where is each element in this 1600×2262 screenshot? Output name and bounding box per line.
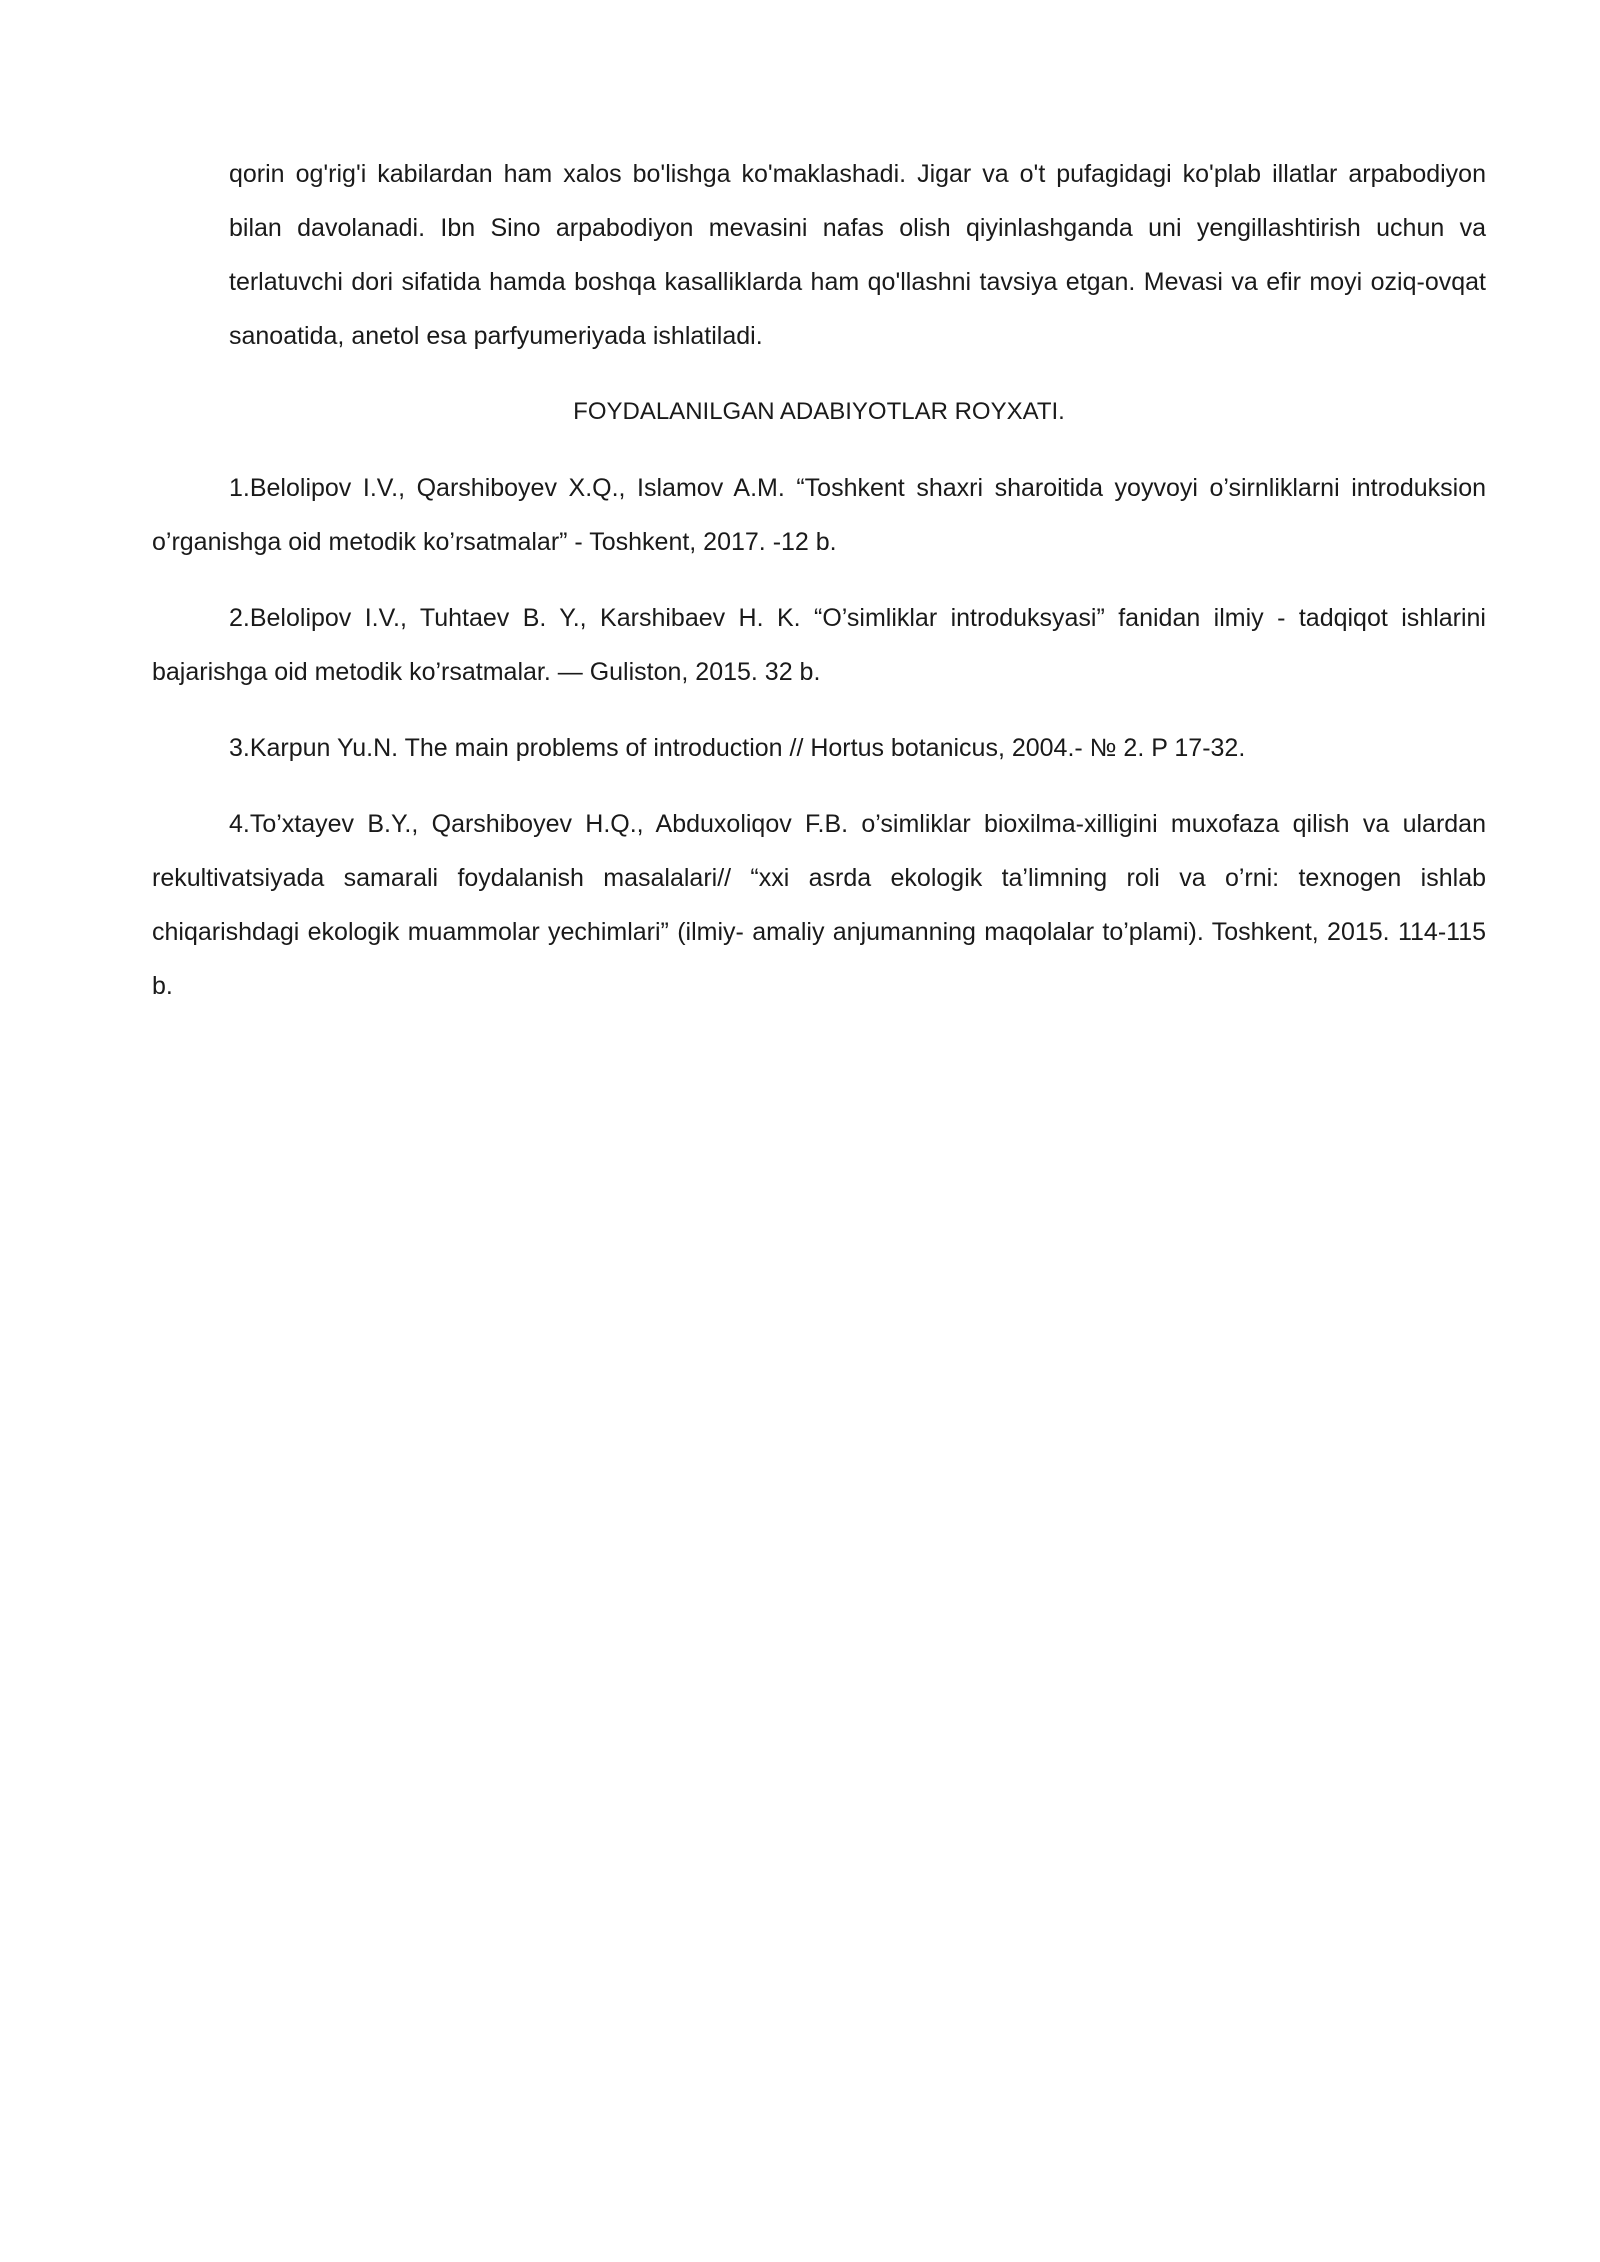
reference-item: 3.Karpun Yu.N. The main problems of introduction // Hortus botanicus, 2004.- № 2. P 17-32. <box>229 734 1246 762</box>
reference-item: 2.Belolipov I.V., Tuhtaev B. Y., Karshibaev H. K. “O’simliklar introduksyasi” fanidan ilmiy - tadqiqot ishlarini bajarishga oid metodik ko’rsatmalar. — Guliston, 2015. 32 b. <box>152 604 1486 686</box>
reference-item: 1.Belolipov I.V., Qarshiboyev X.Q., Islamov A.M. “Toshkent shaxri sharoitida yoyvoyi o’sirnliklarni introduksion o’rganishga oid metodik ko’rsatmalar” - Toshkent, 2017. -12 b. <box>152 474 1486 556</box>
page-content <box>152 147 1486 1035</box>
references-heading: FOYDALANILGAN ADABIYOTLAR ROYXATI. <box>573 398 1065 425</box>
intro-paragraph: qorin og'rig'i kabilardan ham xalos bo'lishga ko'maklashadi. Jigar va o't pufagidagi ko'plab illatlar arpabodiyon bilan davolanadi. Ibn Sino arpabodiyon mevasini nafas olish qiyinlashganda uni yengillashtirish uchun va terlatuvchi dori sifatida hamda boshqa kasalliklarda ham qo'llashni tavsiya etgan. Mevasi va efir moyi oziq-ovqat sanoatida, anetol esa parfyumeriyada ishlatiladi. <box>229 160 1486 350</box>
reference-item: 4.To’xtayev B.Y., Qarshiboyev H.Q., Abduxoliqov F.B. o’simliklar bioxilma-xilligini muxofaza qilish va ulardan rekultivatsiyada samarali foydalanish masalalari// “xxi asrda ekologik ta’limning roli va o’rni: texnogen ishlab chiqarishdagi ekologik muammolar yechimlari” (ilmiy- amaliy anjumanning maqolalar to’plami). Toshkent, 2015. 114-115 b. <box>152 810 1486 1000</box>
